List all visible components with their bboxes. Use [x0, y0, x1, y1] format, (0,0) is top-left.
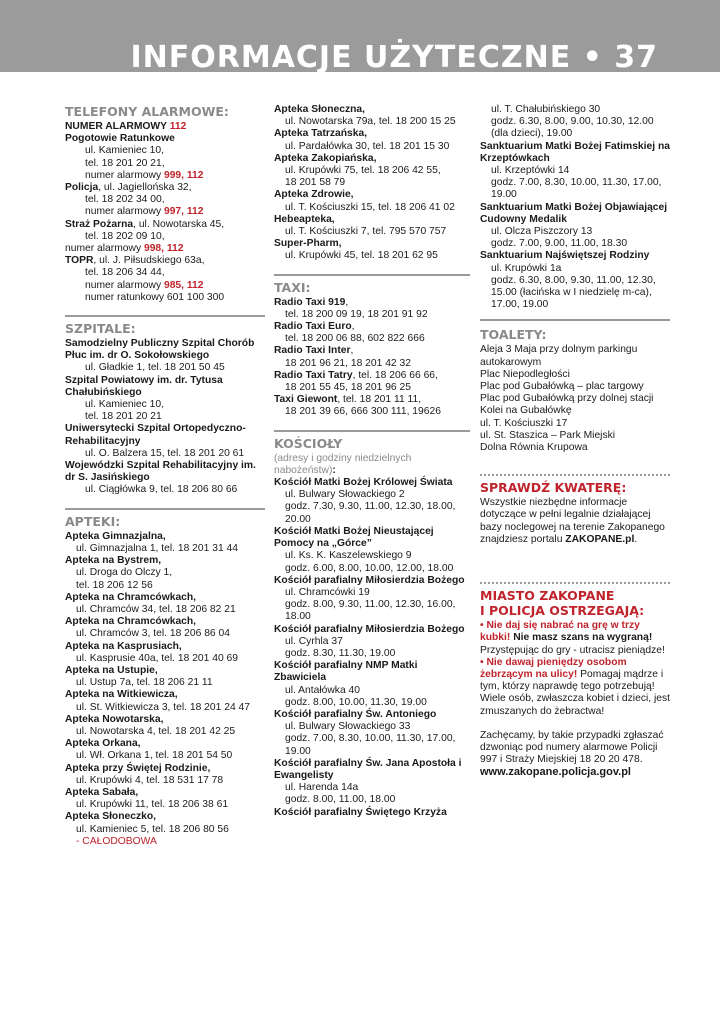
entry-detail: ul. Pardałówka 30, tel. 18 201 15 30	[285, 140, 450, 152]
entry-name: Sanktuarium Matki Bożej Objawiającej Cudowny Medalik	[480, 201, 668, 225]
entry-detail: 18 201 58 79	[285, 177, 346, 189]
entry-name: Sanktuarium Najświętszej Rodziny	[480, 250, 650, 262]
entry-name: Apteka na Witkiewicza,	[65, 689, 178, 701]
pharmacy-list	[65, 531, 265, 836]
entry-detail: ul. Krupówki 1a	[491, 262, 562, 274]
entry-name: Apteka Zdrowie,	[274, 189, 354, 201]
entry-name: Apteka na Kasprusiach,	[65, 640, 182, 652]
entry-detail: godz. 8.30, 11.30, 19.00	[285, 647, 396, 659]
church-first-cont	[480, 104, 670, 141]
topr-phone: tel. 18 206 34 44,	[85, 267, 165, 279]
entry-detail: godz. 6.30, 8.00, 9.30, 11.00, 12.30, 15.00 (łacińska w I niedzielę m-ca), 17.00, 19.00	[491, 274, 656, 311]
straz-alarm: numer alarmowy 998, 112	[65, 243, 184, 255]
pogotowie-name: Pogotowie Ratunkowe	[65, 133, 175, 145]
entry-detail: ul. St. Witkiewicza 3, tel. 18 201 24 47	[76, 701, 250, 713]
pogotowie-address: ul. Kamieniec 10,	[85, 145, 164, 157]
list-line: Plac pod Gubałówką – plac targowy	[480, 381, 644, 393]
policja-entry: Policja, ul. Jagiellońska 32,	[65, 182, 192, 194]
entry-detail: ul. Antałówka 40	[285, 684, 360, 696]
entry-detail: ul. T. Kościuszki 7, tel. 795 570 757	[285, 226, 447, 238]
church-list	[274, 477, 470, 819]
entry-detail: ul. Kamieniec 5, tel. 18 206 80 56	[76, 823, 229, 835]
emergency-number: NUMER ALARMOWY 112	[65, 121, 187, 132]
entry-name: Hebeapteka,	[274, 213, 335, 225]
warning-report: Zachęcamy, by takie przypadki zgłaszać dzwoniąc pod numery alarmowe Policji 997 i Straży Miejskiej 18 20 20 478.	[480, 729, 664, 766]
entry-detail: ul. Krzeptówki 14	[491, 165, 570, 177]
entry-detail: ul. Kamieniec 10,	[85, 399, 164, 411]
taxi-list	[274, 297, 470, 419]
entry-detail: ul. Wł. Orkana 1, tel. 18 201 54 50	[76, 750, 233, 762]
header-banner	[0, 0, 720, 72]
entry-name: Kościół parafialny Miłosierdzia Bożego	[274, 623, 465, 635]
warning-three-cups: • Nie daj się nabrać na grę w trzy kubki! Nie masz szans na wygraną! Przystępując do gry - utracisz pieniądze!	[480, 620, 665, 656]
entry-detail: ul. Bulwary Słowackiego 2	[285, 489, 405, 501]
entry-name: Sanktuarium Matki Bożej Fatimskiej na Krzeptówkach	[480, 140, 670, 164]
entry-detail: tel. 18 200 06 88, 602 822 666	[285, 333, 425, 345]
topr-alarm: numer alarmowy 985, 112	[85, 279, 204, 291]
section-title-telefony: TELEFONY ALARMOWE:	[65, 104, 229, 119]
section-title-ostrzega: MIASTO ZAKOPANE I POLICJA OSTRZEGAJĄ:	[480, 582, 670, 618]
page-title: INFORMACJE UŻYTECZNE • 37	[130, 40, 658, 72]
entry-detail: ul. Ciągłówka 9, tel. 18 206 80 66	[85, 484, 238, 496]
warning-begging: • Nie dawaj pieniędzy osobom żebrzącym na ulicy! Pomagaj mądrze i tym, którzy naprawdę tego potrzebują! Wiele osób, zwłaszcza kobiet i dzieci, jest zmuszanych do żebractwa!	[480, 656, 670, 717]
church-list-cont	[480, 141, 670, 312]
calodobowa-note: - CAŁODOBOWA	[76, 835, 157, 847]
section-title-sprawdz: SPRAWDŹ KWATERĘ:	[480, 474, 670, 495]
entry-detail: ul. Harenda 14a	[285, 782, 359, 794]
entry-detail: ul. Chramców 34, tel. 18 206 82 21	[76, 603, 236, 615]
section-title-szpitale: SZPITALE:	[65, 315, 265, 336]
entry-name: Radio Taxi Tatry, tel. 18 206 66 66,	[274, 369, 438, 381]
entry-name: Apteka Nowotarska,	[65, 713, 164, 725]
policja-alarm: numer alarmowy 997, 112	[85, 206, 204, 218]
pharmacy-list-cont	[274, 104, 470, 263]
list-line: ul. St. Staszica – Park Miejski	[480, 429, 616, 441]
entry-detail: ul. Krupówki 4, tel. 18 531 17 78	[76, 774, 224, 786]
entry-detail: ul. Droga do Olczy 1,	[76, 567, 173, 579]
column-2	[274, 104, 470, 819]
straz-phone: tel. 18 202 09 10,	[85, 230, 165, 242]
entry-name: Radio Taxi 919,	[274, 296, 349, 308]
entry-detail: ul. Chramców 3, tel. 18 206 86 04	[76, 628, 230, 640]
entry-detail: ul. Bulwary Słowackiego 33	[285, 721, 411, 733]
entry-detail: godz. 8.00, 11.00, 18.00	[285, 794, 396, 806]
entry-detail: 18 201 39 66, 666 300 111, 19626	[285, 406, 441, 418]
list-line: Dolna Równia Krupowa	[480, 442, 588, 454]
section-title-koscioly: KOŚCIOŁY	[274, 430, 470, 451]
list-line: ul. T. Kościuszki 17	[480, 417, 568, 429]
entry-name: Apteka Orkana,	[65, 738, 141, 750]
entry-name: Kościół parafialny Świętego Krzyża	[274, 806, 447, 818]
entry-detail: godz. 7.30, 9.30, 11.00, 12.30, 18.00, 20.00	[285, 501, 456, 525]
entry-name: Super-Pharm,	[274, 238, 342, 250]
entry-name: Apteka Słoneczna,	[274, 104, 365, 115]
entry-detail: 18 201 55 45, 18 201 96 25	[285, 382, 411, 394]
entry-detail: ul. Krupówki 45, tel. 18 201 62 95	[285, 250, 438, 262]
entry-name: Apteka na Chramcówkach,	[65, 591, 197, 603]
entry-detail: 18 201 96 21, 18 201 42 32	[285, 357, 411, 369]
entry-detail: godz. 7.00, 8.30, 10.00, 11.30, 17.00, 19.00	[491, 177, 662, 201]
entry-name: Apteka Zakopiańska,	[274, 152, 377, 164]
list-line: godz. 6.30, 8.00, 9.00, 10.30, 12.00	[491, 116, 654, 128]
entry-detail: tel. 18 201 20 21	[85, 411, 162, 423]
entry-detail: ul. Nowotarska 4, tel. 18 201 42 25	[76, 725, 236, 737]
entry-name: Uniwersytecki Szpital Ortopedyczno-Rehabilitacyjny	[65, 423, 246, 447]
section-title-apteki: APTEKI:	[65, 508, 265, 529]
list-line: Plac pod Gubałówką przy dolnej stacji Kolei na Gubałówkę	[480, 393, 654, 417]
entry-detail: ul. Krupówki 75, tel. 18 206 42 55,	[285, 165, 441, 177]
entry-detail: ul. Olcza Piszczory 13	[491, 226, 593, 238]
entry-detail: godz. 8.00, 9.30, 11.00, 12.30, 16.00, 18.00	[285, 599, 456, 623]
entry-name: Taxi Giewont, tel. 18 201 11 11,	[274, 394, 422, 406]
entry-name: Apteka na Chramcówkach,	[65, 616, 197, 628]
entry-detail: godz. 7.00, 9.00, 11.00, 18.30	[491, 238, 628, 250]
topr-entry: TOPR, ul. J. Piłsudskiego 63a,	[65, 255, 205, 267]
entry-name: Radio Taxi Euro,	[274, 321, 355, 333]
entry-detail: godz. 8.00, 10.00, 11.30, 19.00	[285, 696, 427, 708]
entry-name: Apteka na Bystrem,	[65, 555, 162, 567]
section-title-toalety: TOALETY:	[480, 327, 547, 343]
straz-entry: Straż Pożarna, ul. Nowotarska 45,	[65, 218, 225, 230]
entry-detail: ul. Gładkie 1, tel. 18 201 50 45	[85, 362, 225, 374]
pogotowie-alarm: numer alarmowy 999, 112	[85, 169, 204, 181]
section-divider	[480, 319, 670, 321]
entry-detail: ul. Chramcówki 19	[285, 586, 370, 598]
entry-name: Wojewódzki Szpital Rehabilitacyjny im. dr S. Jasińskiego	[65, 460, 256, 484]
list-line: Plac Niepodległości	[480, 368, 570, 380]
section-title-taxi: TAXI:	[274, 274, 470, 295]
entry-detail: ul. Ks. K. Kaszelewskiego 9	[285, 550, 412, 562]
entry-detail: ul. Cyrhla 37	[285, 635, 343, 647]
entry-detail: godz. 7.00, 8.30, 10.00, 11.30, 17.00, 19.00	[285, 733, 456, 757]
entry-detail: tel. 18 200 09 19, 18 201 91 92	[285, 308, 428, 320]
entry-name: Kościół Matki Bożej Królowej Świata	[274, 477, 453, 489]
entry-detail: godz. 6.00, 8.00, 10.00, 12.00, 18.00	[285, 562, 454, 574]
entry-name: Kościół parafialny NMP Matki Zbawiciela	[274, 660, 418, 684]
list-line: ul. T. Chałubińskiego 30	[491, 104, 601, 115]
pogotowie-phone: tel. 18 201 20 21,	[85, 157, 165, 169]
entry-name: Apteka Gimnazjalna,	[65, 530, 166, 542]
entry-name: Samodzielny Publiczny Szpital Chorób Płuc im. dr O. Sokołowskiego	[65, 338, 255, 362]
entry-detail: ul. Nowotarska 79a, tel. 18 200 15 25	[285, 116, 456, 128]
entry-detail: ul. Ustup 7a, tel. 18 206 21 11	[76, 677, 213, 689]
entry-name: Kościół parafialny Św. Jana Apostoła i Ewangelisty	[274, 757, 462, 781]
hospital-list	[65, 338, 265, 497]
toilet-list	[480, 344, 670, 454]
list-line: Aleja 3 Maja przy dolnym parkingu autokarowym	[480, 344, 638, 368]
entry-name: Apteka Tatrzańska,	[274, 128, 368, 140]
koscioly-note: (adresy i godziny niedzielnych nabożeństw):	[274, 452, 412, 476]
entry-name: Radio Taxi Inter,	[274, 345, 354, 357]
entry-detail: ul. Gimnazjalna 1, tel. 18 201 31 44	[76, 542, 238, 554]
column-3	[480, 104, 670, 779]
entry-name: Kościół Matki Bożej Nieustającej Pomocy na „Górce”	[274, 525, 434, 550]
topr-ratunkowy: numer ratunkowy 601 100 300	[85, 291, 225, 303]
police-website-link[interactable]: www.zakopane.policja.gov.pl	[480, 766, 631, 779]
entry-name: Apteka Sabała,	[65, 786, 139, 798]
entry-detail: tel. 18 206 12 56	[76, 579, 153, 591]
entry-name: Apteka Słoneczko,	[65, 811, 156, 823]
policja-phone: tel. 18 202 34 00,	[85, 194, 165, 206]
column-1	[65, 104, 265, 848]
entry-name: Apteka na Ustupie,	[65, 664, 158, 676]
entry-name: Kościół parafialny Św. Antoniego	[274, 708, 437, 720]
sprawdz-text: Wszystkie niezbędne informacje dotyczące w pełni legalnie działającej bazy noclegowej na terenie Zakopanego znajdziesz portalu ZAKOPANE.pl.	[480, 497, 665, 545]
entry-detail: ul. Krupówki 11, tel. 18 206 38 61	[76, 799, 229, 811]
list-line: (dla dzieci), 19.00	[491, 128, 573, 140]
spacer	[480, 718, 670, 730]
entry-detail: ul. O. Balzera 15, tel. 18 201 20 61	[85, 447, 245, 459]
entry-name: Szpital Powiatowy im. dr. Tytusa Chałubińskiego	[65, 374, 223, 398]
entry-name: Kościół parafialny Miłosierdzia Bożego	[274, 574, 465, 586]
entry-detail: ul. T. Kościuszki 15, tel. 18 206 41 02	[285, 201, 455, 213]
entry-detail: ul. Kasprusie 40a, tel. 18 201 40 69	[76, 652, 239, 664]
entry-name: Apteka przy Świętej Rodzinie,	[65, 762, 211, 774]
